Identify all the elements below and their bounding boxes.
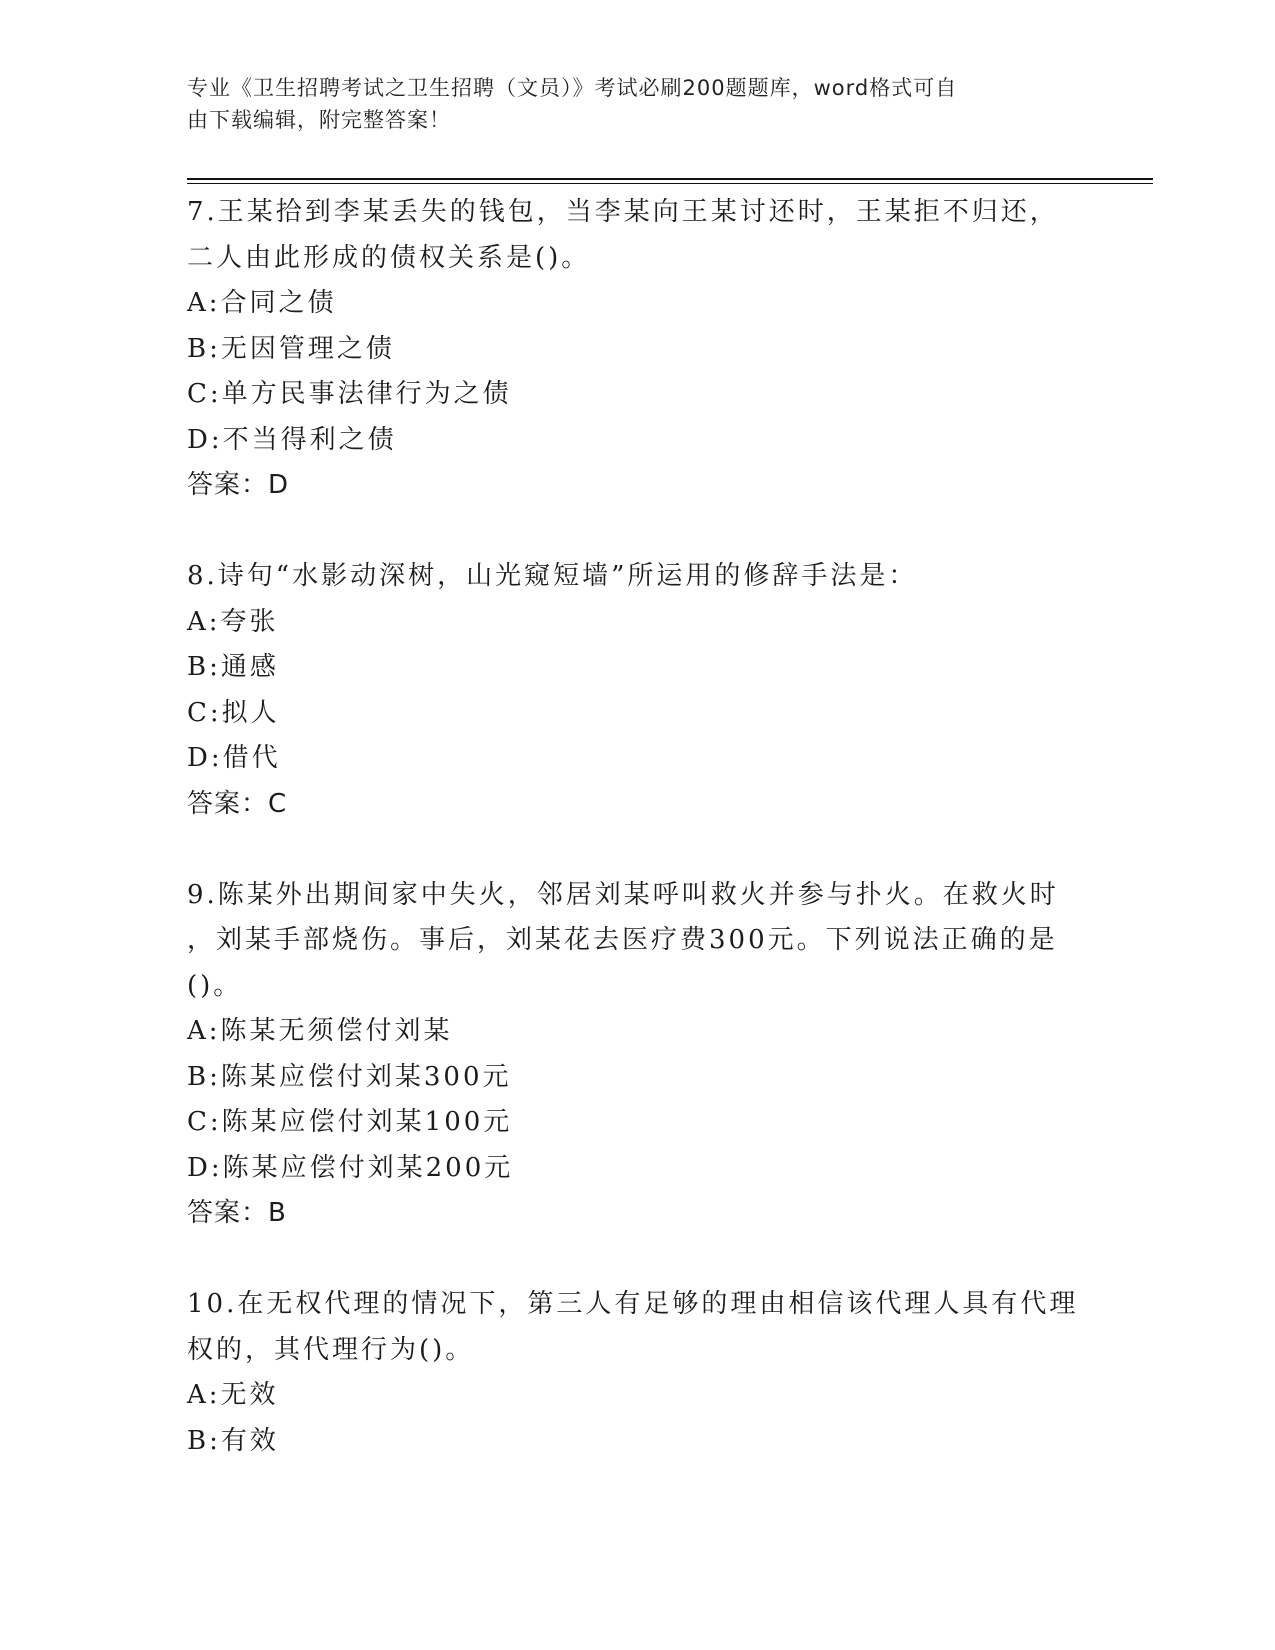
option-d: D:借代	[187, 743, 281, 773]
answer-line: 答案：B	[187, 1198, 287, 1228]
option-a: A:夸张	[187, 606, 279, 637]
option-d: D:不当得利之债	[187, 424, 397, 455]
option-c: C:陈某应偿付刘某100元	[187, 1107, 513, 1137]
question-stem: 8.诗句“水影动深树，山光窥短墙”所运用的修辞手法是：	[187, 561, 918, 591]
option-a: A:合同之债	[187, 288, 337, 318]
answer-line: 答案：C	[187, 788, 288, 819]
option-b: B:陈某应偿付刘某300元	[187, 1061, 512, 1092]
question-stem: ，刘某手部烧伤。事后，刘某花去医疗费300元。下列说法正确的是	[187, 925, 1058, 955]
header-line: 专业《卫生招聘考试之卫生招聘（文员）》考试必刷200题题库，word格式可自	[187, 76, 958, 100]
document-header	[187, 72, 1067, 136]
question-stem: 二人由此形成的债权关系是()。	[187, 242, 591, 273]
question-stem: 权的，其代理行为()。	[187, 1334, 475, 1365]
question-stem: 9.陈某外出期间家中失火，邻居刘某呼叫救火并参与扑火。在救火时	[187, 879, 1059, 910]
option-b: B:有效	[187, 1425, 279, 1456]
question-8	[187, 554, 1087, 873]
header-divider	[187, 178, 1153, 180]
option-c: C:拟人	[187, 697, 280, 728]
question-list	[187, 190, 1087, 1464]
option-b: B:无因管理之债	[187, 333, 395, 364]
question-stem: ()。	[187, 970, 243, 1001]
header-line: 由下载编辑，附完整答案！	[187, 108, 451, 132]
question-10	[187, 1282, 1087, 1464]
question-stem: 7.王某拾到李某丢失的钱包，当李某向王某讨还时，王某拒不归还，	[187, 197, 1059, 227]
answer-line: 答案：D	[187, 470, 290, 500]
question-9	[187, 873, 1087, 1283]
question-stem: 10.在无权代理的情况下，第三人有足够的理由相信该代理人具有代理	[187, 1289, 1079, 1319]
option-b: B:通感	[187, 652, 279, 682]
option-a: A:无效	[187, 1380, 279, 1410]
question-7	[187, 190, 1087, 554]
option-c: C:单方民事法律行为之债	[187, 379, 512, 409]
header-divider-thin	[187, 183, 1153, 184]
option-a: A:陈某无须偿付刘某	[187, 1016, 453, 1046]
option-d: D:陈某应偿付刘某200元	[187, 1152, 514, 1183]
